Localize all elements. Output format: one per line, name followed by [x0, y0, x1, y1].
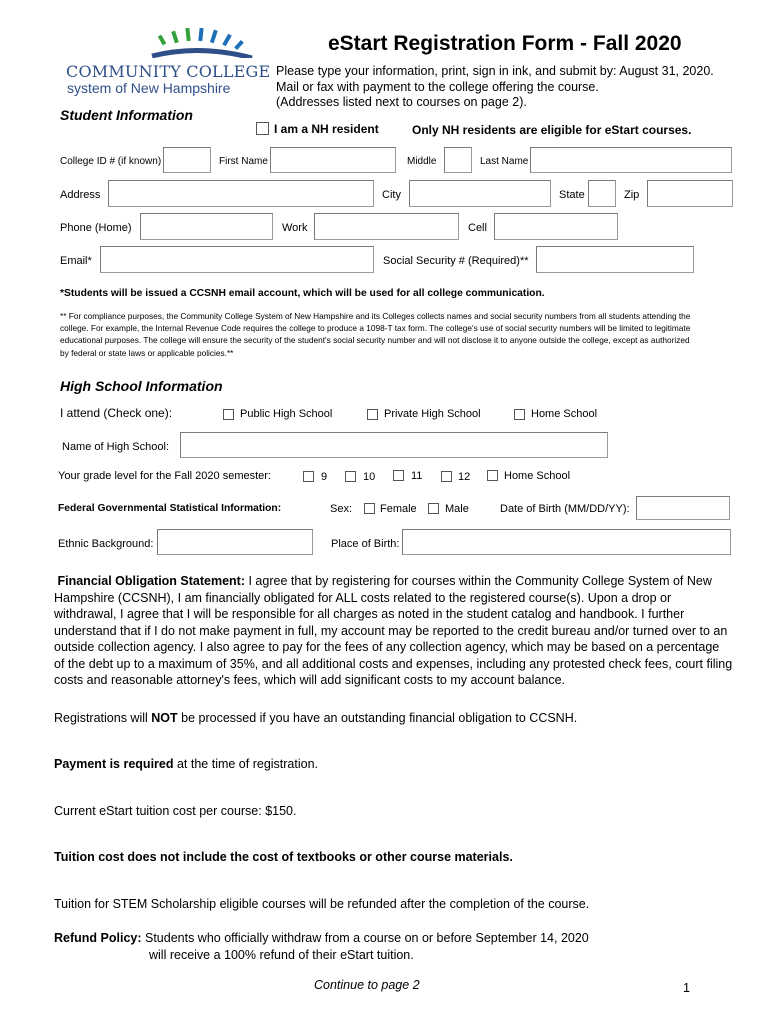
sex-label: Sex:: [330, 503, 353, 515]
email-account-note: *Students will be issued a CCSNH email account, which will be used for all college communication.: [60, 288, 545, 299]
college-logo: [60, 22, 271, 100]
continue-note: Continue to page 2: [314, 978, 420, 992]
public-hs-checkbox[interactable]: [223, 409, 234, 420]
instruction-line3: (Addresses listed next to courses on page 2).: [276, 95, 527, 109]
refund-policy: [54, 930, 589, 963]
grade-9-checkbox[interactable]: [303, 471, 314, 482]
college-id-label: College ID # (if known): [60, 156, 162, 167]
federal-info-label: Federal Governmental Statistical Information:: [58, 503, 282, 514]
financial-line: Financial Obligation Statement: I agree that by registering for courses within the Community College System of New: [57, 574, 712, 588]
grade-12-checkbox[interactable]: [441, 471, 452, 482]
ethnic-label: Ethnic Background:: [58, 538, 154, 550]
tuition-cost: Current eStart tuition cost per course: $150.: [54, 804, 297, 818]
home-school-label: Home School: [531, 408, 598, 420]
home-school-checkbox[interactable]: [514, 409, 525, 420]
grade-11-checkbox[interactable]: [393, 470, 404, 481]
grade-12-label: 12: [458, 471, 471, 483]
page-title: eStart Registration Form - Fall 2020: [328, 32, 682, 55]
place-of-birth-label: Place of Birth:: [331, 538, 400, 550]
middle-label: Middle: [407, 156, 437, 167]
state-input[interactable]: [588, 180, 616, 207]
grade-level-label: Your grade level for the Fall 2020 semester:: [58, 470, 271, 482]
attend-label: I attend (Check one):: [60, 406, 173, 420]
compliance-line: educational purposes. The college will ensure the security of the student's social security number and will not disclose it to anyone outside the college, except as authorized: [60, 335, 690, 346]
logo-bar: [234, 40, 244, 50]
female-label: Female: [380, 503, 417, 515]
ethnic-input[interactable]: [157, 529, 313, 555]
middle-input[interactable]: [444, 147, 472, 173]
ssn-label: Social Security # (Required)**: [383, 255, 529, 267]
zip-label: Zip: [624, 189, 640, 201]
financial-line: understand that if I do not make payment in full, my account may be reported to the credit bureau and/or turned over to an: [54, 623, 728, 638]
first-name-label: First Name: [219, 156, 268, 167]
address-label: Address: [60, 189, 101, 201]
email-label: Email*: [60, 255, 92, 267]
ssn-input[interactable]: [536, 246, 694, 273]
state-label: State: [559, 189, 585, 201]
cell-phone-input[interactable]: [494, 213, 618, 240]
phone-home-input[interactable]: [140, 213, 273, 240]
work-phone-label: Work: [282, 222, 308, 234]
place-of-birth-input[interactable]: [402, 529, 731, 555]
grade-10-checkbox[interactable]: [345, 471, 356, 482]
hs-name-label: Name of High School:: [62, 441, 169, 453]
logo-arc-icon: [60, 22, 260, 58]
financial-obligation-statement: [54, 573, 734, 689]
financial-heading: Financial Obligation Statement:: [57, 574, 246, 588]
logo-line2: system of New Hampshire: [67, 80, 231, 96]
address-input[interactable]: [108, 180, 374, 207]
financial-line: costs and reasonable attorney's fees, which will add significant costs to my account balance.: [54, 673, 565, 687]
male-checkbox[interactable]: [428, 503, 439, 514]
last-name-label: Last Name: [480, 156, 529, 167]
city-input[interactable]: [409, 180, 551, 207]
zip-input[interactable]: [647, 180, 733, 207]
grade-11-label: 11: [411, 470, 423, 482]
private-hs-label: Private High School: [384, 408, 481, 420]
financial-line: outside collection agency. I also agree to pay for the fees of any collection agency, which may be based on a percentage: [54, 640, 720, 654]
compliance-line: by federal or state laws or applicable policies.**: [60, 347, 234, 358]
city-label: City: [382, 189, 401, 201]
female-checkbox[interactable]: [364, 503, 375, 514]
financial-line: withdrawal, I agree that I will be responsible for all charges as noted in the student catalog and handbook. I further: [54, 607, 685, 621]
compliance-note: [60, 310, 710, 359]
dob-input[interactable]: [636, 496, 730, 520]
college-id-input[interactable]: [163, 147, 211, 173]
nh-resident-label: I am a NH resident: [274, 122, 379, 136]
compliance-line: college. For example, the Internal Revenue Code requires the college to produce a 1098-T tax form. The college's use of social security numbers will be limited to legitimate: [60, 323, 691, 334]
financial-line: Hampshire (CCSNH), I am financially obligated for ALL costs related to the registered course(s). Upon a drop or: [54, 590, 672, 605]
male-label: Male: [445, 503, 469, 515]
textbooks-notice: Tuition cost does not include the cost of textbooks or other course materials.: [54, 850, 513, 864]
logo-line1: COMMUNITY COLLEGE: [66, 62, 271, 81]
last-name-input[interactable]: [530, 147, 732, 173]
private-hs-checkbox[interactable]: [367, 409, 378, 420]
financial-line: of the debt up to a maximum of 35%, and all additional costs and expenses, including any protested check fees, court filing: [54, 656, 733, 671]
cell-phone-label: Cell: [468, 222, 487, 234]
nh-eligibility-note: Only NH residents are eligible for eStart courses.: [412, 123, 692, 137]
logo-arc: [152, 50, 252, 58]
first-name-input[interactable]: [270, 147, 396, 173]
logo-bar: [171, 31, 179, 44]
compliance-line: ** For compliance purposes, the Community College System of New Hampshire and its Colleges collects names and social security numbers from all students attending the: [60, 311, 691, 321]
grade-home-school-checkbox[interactable]: [487, 470, 498, 481]
logo-bar: [210, 30, 218, 44]
instruction-line2: Mail or fax with payment to the college offering the course.: [276, 79, 599, 94]
logo-bar: [222, 34, 231, 46]
refund-line: Refund Policy: Students who officially withdraw from a course on or before September 14, 2020: [54, 931, 589, 945]
grade-10-label: 10: [363, 471, 376, 483]
instruction-line1: Please type your information, print, sign in ink, and submit by: August 31, 2020.: [276, 64, 714, 78]
grade-9-label: 9: [321, 471, 328, 483]
grade-home-school-label: Home School: [504, 470, 571, 482]
hs-name-input[interactable]: [180, 432, 608, 458]
registration-notice: Registrations will NOT be processed if you have an outstanding financial obligation to CCSNH.: [54, 711, 578, 725]
logo-bar: [198, 28, 203, 41]
logo-bar: [158, 35, 166, 46]
stem-notice: Tuition for STEM Scholarship eligible courses will be refunded after the completion of the course.: [54, 897, 590, 911]
work-phone-input[interactable]: [314, 213, 459, 240]
dob-label: Date of Birth (MM/DD/YY):: [500, 503, 630, 515]
logo-bar: [185, 28, 190, 41]
email-input[interactable]: [100, 246, 374, 273]
page-number: 1: [683, 981, 690, 995]
refund-line: will receive a 100% refund of their eStart tuition.: [149, 947, 414, 962]
student-info-heading: Student Information: [60, 107, 193, 123]
high-school-heading: High School Information: [60, 378, 223, 394]
instructions: [276, 64, 714, 111]
nh-resident-checkbox[interactable]: [256, 122, 269, 135]
phone-home-label: Phone (Home): [60, 222, 132, 234]
payment-notice: Payment is required at the time of registration.: [54, 757, 319, 771]
public-hs-label: Public High School: [240, 408, 333, 420]
